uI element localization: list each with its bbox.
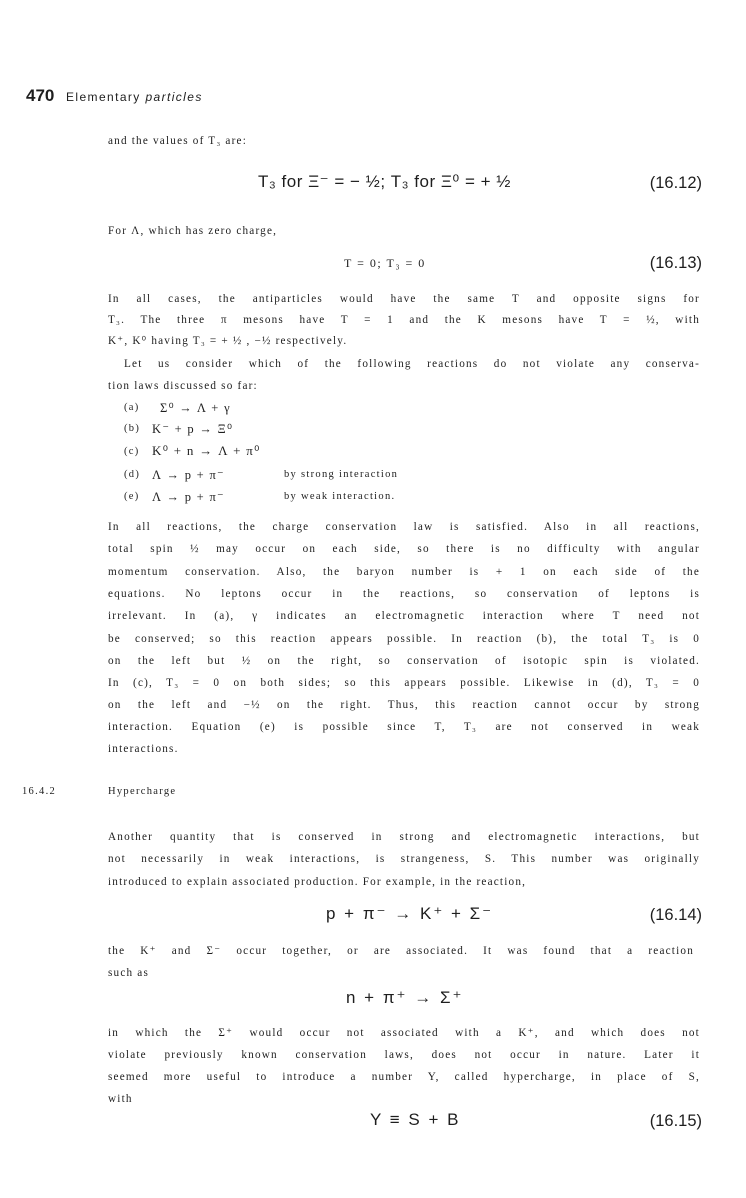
equation-unnumbered: n + π⁺ → Σ⁺ bbox=[346, 988, 464, 1007]
running-title bbox=[66, 90, 203, 104]
reaction-equation: K⁰ + n → Λ + π⁰ bbox=[152, 443, 261, 458]
reaction-label: (c) bbox=[124, 446, 140, 457]
para3-line: In (c), T₃ = 0 on both sides; so this appears possible. Likewise in (d), T₃ = 0 bbox=[108, 677, 700, 689]
equation-number-16-12: (16.12) bbox=[649, 174, 702, 192]
intro-line: and the values of T₃ are: bbox=[108, 135, 248, 147]
reaction-label: (b) bbox=[124, 423, 141, 434]
equation-16-13: T = 0; T₃ = 0 bbox=[344, 256, 426, 270]
running-title-italic: particles bbox=[145, 90, 203, 104]
para3-line: total spin ½ may occur on each side, so there is no difficulty with angular bbox=[108, 543, 700, 555]
para1-line: In all cases, the antiparticles would have the same T and opposite signs for bbox=[108, 293, 700, 305]
para3-line: be conserved; so this reaction appears possible. In reaction (b), the total T₃ is 0 bbox=[108, 633, 700, 645]
para3-line: interactions. bbox=[108, 743, 179, 755]
para1-line: K⁺, K⁰ having T₃ = + ½ , −½ respectively. bbox=[108, 335, 348, 347]
reaction-equation: Λ → p + π⁻ bbox=[152, 468, 225, 482]
reaction-note: by weak interaction. bbox=[284, 491, 396, 502]
lambda-line: For Λ, which has zero charge, bbox=[108, 225, 278, 237]
section-number: 16.4.2 bbox=[22, 786, 57, 797]
equation-number-16-13: (16.13) bbox=[649, 254, 702, 272]
para3-line: irrelevant. In (a), γ indicates an electromagnetic interaction where T need not bbox=[108, 610, 700, 622]
para6-line: violate previously known conservation laws, does not occur in nature. Later it bbox=[108, 1049, 700, 1061]
para3-line: on the left but ½ on the right, so conservation of isotopic spin is violated. bbox=[108, 655, 700, 667]
equation-16-15: Y ≡ S + B bbox=[370, 1110, 461, 1129]
para6-line: with bbox=[108, 1093, 133, 1105]
para3-line: equations. No leptons occur in the reactions, so conservation of leptons is bbox=[108, 588, 700, 600]
reaction-equation: Σ⁰ → Λ + γ bbox=[160, 401, 231, 415]
reaction-label: (a) bbox=[124, 402, 140, 413]
para1-line: T₃. The three π mesons have T = 1 and the K mesons have T = ½, with bbox=[108, 314, 700, 326]
reaction-label: (d) bbox=[124, 469, 141, 480]
page-number: 470 bbox=[26, 86, 55, 105]
para4-line: not necessarily in weak interactions, is strangeness, S. This number was originally bbox=[108, 853, 700, 865]
para3-line: momentum conservation. Also, the baryon number is + 1 on each side of the bbox=[108, 566, 700, 578]
reaction-label: (e) bbox=[124, 491, 140, 502]
para5-line: such as bbox=[108, 967, 150, 979]
equation-16-12: T₃ for Ξ⁻ = − ½; T₃ for Ξ⁰ = + ½ bbox=[258, 172, 511, 191]
para5-line: the K⁺ and Σ⁻ occur together, or are associated. It was found that a reaction bbox=[108, 945, 694, 957]
reaction-equation: K⁻ + p → Ξ⁰ bbox=[152, 422, 234, 436]
equation-16-14: p + π⁻ → K⁺ + Σ⁻ bbox=[326, 904, 494, 923]
section-title: Hypercharge bbox=[108, 786, 177, 797]
running-title-main: Elementary bbox=[66, 90, 141, 104]
equation-number-16-14: (16.14) bbox=[649, 906, 702, 924]
para4-line: introduced to explain associated production. For example, in the reaction, bbox=[108, 876, 527, 888]
reaction-equation: Λ → p + π⁻ bbox=[152, 490, 225, 504]
reaction-note: by strong interaction bbox=[284, 469, 399, 480]
equation-number-16-15: (16.15) bbox=[649, 1112, 702, 1130]
para6-line: seemed more useful to introduce a number Y, called hypercharge, in place of S, bbox=[108, 1071, 700, 1083]
para2-line: tion laws discussed so far: bbox=[108, 380, 258, 392]
para6-line: in which the Σ⁺ would occur not associated with a K⁺, and which does not bbox=[108, 1027, 700, 1039]
para4-line: Another quantity that is conserved in strong and electromagnetic interactions, but bbox=[108, 831, 700, 843]
para3-line: on the left and −½ on the right. Thus, this reaction cannot occur by strong bbox=[108, 699, 700, 711]
para3-line: interaction. Equation (e) is possible since T, T₃ are not conserved in weak bbox=[108, 721, 700, 733]
para3-line: In all reactions, the charge conservation law is satisfied. Also in all reactions, bbox=[108, 521, 700, 533]
para2-line: Let us consider which of the following reactions do not violate any conserva- bbox=[124, 358, 700, 370]
